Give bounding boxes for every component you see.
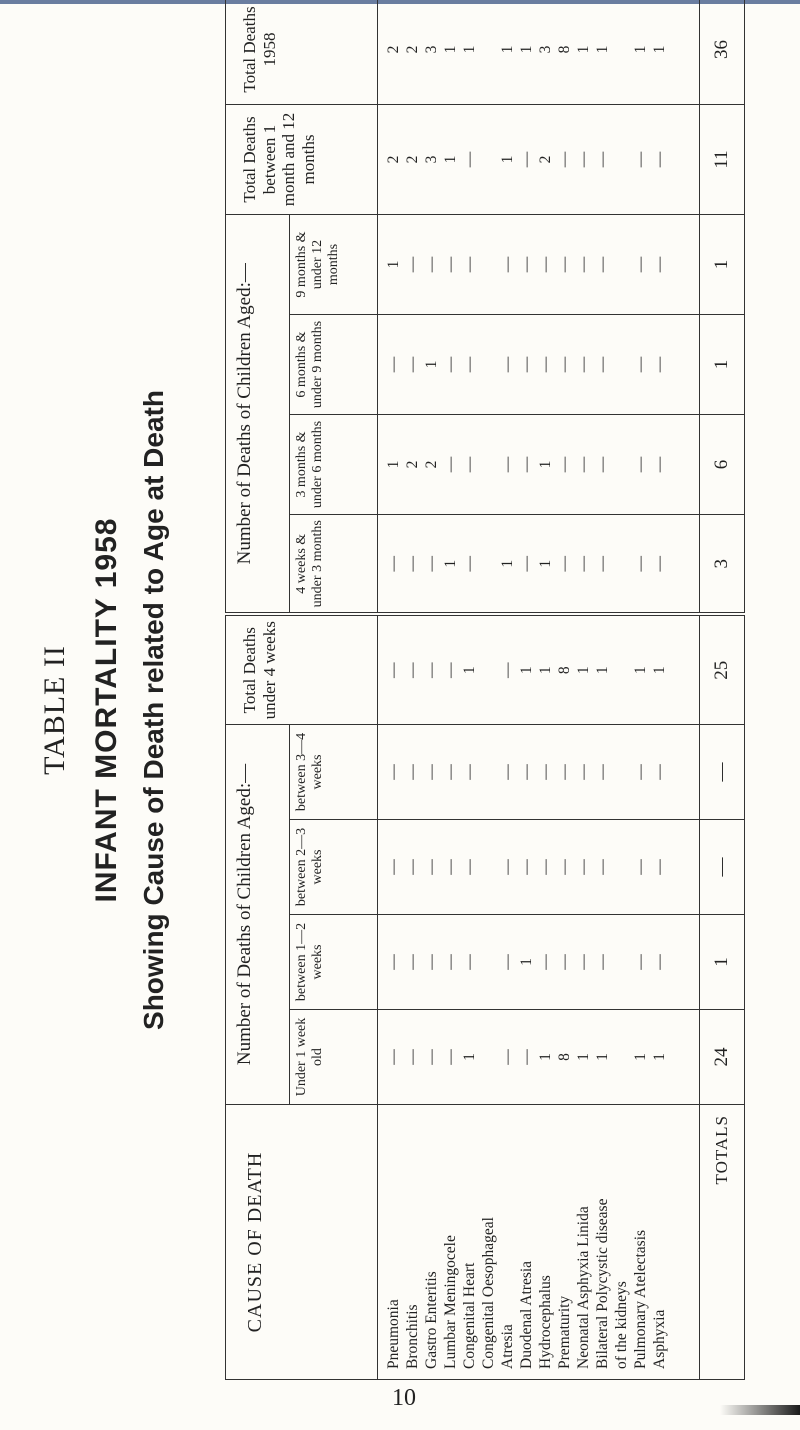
cell-value: — (385, 356, 402, 373)
cell-value: — (404, 356, 421, 373)
cell-value: — (594, 954, 611, 970)
cell-value: 1 (594, 666, 611, 675)
cause-entry: Asphyxia (651, 1309, 668, 1369)
cell-value: — (537, 356, 554, 373)
cell-value (612, 0, 631, 104)
cell-value: 1 (575, 45, 592, 54)
cell-value: — (385, 859, 402, 875)
table-subtitle: Showing Cause of Death related to Age at Death (138, 390, 169, 1030)
cell-value: 1 (632, 666, 649, 675)
cell-value: — (594, 764, 611, 780)
cell-value: — (594, 356, 611, 373)
cell-value: 3 (423, 45, 440, 54)
cell-value: — (423, 859, 440, 875)
cell-value (479, 215, 498, 314)
cell-value: 2 (404, 155, 421, 164)
cell-value: — (461, 859, 478, 875)
cell-value: — (556, 151, 573, 168)
cell-value: — (594, 556, 611, 572)
cause-entry: Bronchitis (404, 1304, 421, 1369)
cell-value: 1 (594, 1053, 611, 1061)
cell-value: — (556, 356, 573, 373)
cell-value: — (575, 764, 592, 780)
cell-value: 1 (632, 45, 649, 54)
column-4-weeks-3-months (378, 515, 700, 615)
cell-value: 2 (404, 460, 421, 469)
cell-value: — (423, 1049, 440, 1065)
cell-value: — (385, 662, 402, 678)
cell-value: — (518, 256, 535, 273)
cell-value: — (461, 954, 478, 970)
cell-value: 1 (518, 958, 535, 966)
cell-value: — (442, 859, 459, 875)
column-2-3-weeks (378, 820, 700, 915)
cell-value: — (651, 256, 668, 273)
cell-value: — (404, 556, 421, 572)
cell-value: 1 (423, 360, 440, 369)
total-under-4-weeks: 25 (700, 615, 745, 725)
cell-value: 8 (556, 1053, 573, 1061)
bottom-edge-smudge (720, 1405, 800, 1415)
cell-value: 8 (556, 45, 573, 54)
cell-value: — (461, 456, 478, 473)
cell-value: 2 (537, 155, 554, 164)
cause-entry: Congenital Oesophageal (480, 1217, 497, 1369)
cell-value: 1 (385, 260, 402, 269)
cell-value: — (537, 256, 554, 273)
cell-value: 1 (499, 559, 516, 568)
infant-mortality-table (225, 0, 745, 1380)
cell-value: 1 (518, 666, 535, 675)
cell-value: — (404, 954, 421, 970)
cell-value: — (632, 859, 649, 875)
total-4-weeks-3-months: 3 (700, 515, 745, 615)
cell-value: — (518, 1049, 535, 1065)
cell-value (479, 617, 498, 725)
cell-value (479, 820, 498, 914)
total-1-12-months: 11 (700, 105, 745, 215)
cell-value: — (423, 662, 440, 678)
cell-value: — (499, 1049, 516, 1065)
cell-value: — (385, 556, 402, 572)
cell-value: — (651, 859, 668, 875)
cell-value: — (556, 954, 573, 970)
cause-entry: Bilateral Polycystic disease (594, 1198, 611, 1369)
cell-value: 1 (442, 155, 459, 164)
cause-list (378, 1105, 700, 1380)
cell-value: — (632, 456, 649, 473)
cell-value: — (499, 662, 516, 678)
cell-value (612, 915, 631, 1009)
cell-value: — (518, 764, 535, 780)
cell-value: — (556, 764, 573, 780)
cell-value (612, 315, 631, 414)
cell-value: — (651, 764, 668, 780)
cell-value: — (404, 662, 421, 678)
cell-value: 1 (651, 666, 668, 675)
cell-value (479, 315, 498, 414)
cell-value: 2 (385, 45, 402, 54)
cell-value: — (594, 256, 611, 273)
cell-value: — (651, 456, 668, 473)
cell-value: 1 (651, 45, 668, 54)
cell-value: — (537, 859, 554, 875)
cell-value (479, 0, 498, 104)
cause-entry: Gastro Enteritis (423, 1271, 440, 1369)
cell-value (612, 105, 631, 214)
cell-value: 1 (461, 1053, 478, 1061)
column-9-12-months (378, 215, 700, 315)
cell-value: — (556, 556, 573, 572)
column-6-9-months (378, 315, 700, 415)
cell-value: 1 (537, 460, 554, 469)
header-total-1958: Total Deaths 1958 (226, 0, 378, 105)
cause-entry: Pulmonary Atelectasis (632, 1229, 649, 1369)
cell-value: 1 (594, 45, 611, 54)
cause-entry: Duodenal Atresia (518, 1260, 535, 1369)
cause-entry: Neonatal Asphyxia Linida (575, 1206, 592, 1369)
header-2-3-weeks: between 2—3 weeks (290, 820, 378, 915)
table-title: INFANT MORTALITY 1958 (90, 517, 123, 903)
cell-value: 1 (499, 45, 516, 54)
cell-value: — (442, 456, 459, 473)
cell-value: 2 (423, 460, 440, 469)
cell-value: — (404, 256, 421, 273)
cell-value: 3 (423, 155, 440, 164)
cell-value (479, 415, 498, 514)
cell-value (479, 915, 498, 1009)
total-3-6-months: 6 (700, 415, 745, 515)
cell-value: — (442, 356, 459, 373)
cell-value: — (556, 456, 573, 473)
cell-value: — (442, 662, 459, 678)
cell-value: — (499, 859, 516, 875)
cell-value: — (499, 456, 516, 473)
cell-value: — (575, 151, 592, 168)
cell-value: 1 (461, 45, 478, 54)
cell-value: — (404, 859, 421, 875)
cell-value: — (461, 151, 478, 168)
column-under-1-week (378, 1010, 700, 1105)
cell-value (612, 617, 631, 725)
cell-value: — (499, 356, 516, 373)
cell-value: — (632, 556, 649, 572)
header-3-4-weeks: between 3—4 weeks (290, 725, 378, 820)
cell-value: — (442, 764, 459, 780)
cell-value: — (461, 764, 478, 780)
column-total-1958 (378, 0, 700, 105)
cell-value: 1 (385, 460, 402, 469)
total-3-4-weeks: — (700, 725, 745, 820)
header-under-1-week: Under 1 week old (290, 1010, 378, 1105)
cell-value: — (651, 556, 668, 572)
cell-value: 1 (442, 559, 459, 568)
cause-entry: Atresia (499, 1324, 516, 1369)
cell-value: — (518, 859, 535, 875)
cause-entry: Pneumonia (385, 1299, 402, 1369)
cell-value: — (404, 764, 421, 780)
header-3-6-months: 3 months & under 6 months (290, 415, 378, 515)
header-total-1-12-months: Total Deaths between 1 month and 12 months (226, 105, 378, 215)
cell-value: — (632, 151, 649, 168)
cell-value: — (442, 954, 459, 970)
cell-value: — (537, 764, 554, 780)
column-3-4-weeks (378, 725, 700, 820)
cell-value: — (423, 954, 440, 970)
cell-value: — (632, 356, 649, 373)
header-1-2-weeks: between 1—2 weeks (290, 915, 378, 1010)
column-total-under-4-weeks (378, 615, 700, 725)
cell-value: 1 (651, 1053, 668, 1061)
cell-value: — (594, 151, 611, 168)
cell-value: — (404, 1049, 421, 1065)
cell-value (479, 515, 498, 613)
cell-value: — (556, 256, 573, 273)
cell-value: 1 (575, 1053, 592, 1061)
header-group-1-12-months: Number of Deaths of Children Aged:— (226, 215, 290, 615)
cell-value: — (423, 764, 440, 780)
cell-value: — (632, 954, 649, 970)
cell-value: 1 (632, 1053, 649, 1061)
page-number: 10 (392, 1385, 416, 1411)
cell-value: — (518, 556, 535, 572)
totals-label: TOTALS (700, 1105, 745, 1380)
table-label: TABLE II (38, 645, 71, 775)
cause-entry: Lumbar Meningocele (442, 1235, 459, 1369)
cell-value: 1 (442, 45, 459, 54)
header-9-12-months: 9 months & under 12 months (290, 215, 378, 315)
cell-value (612, 515, 631, 613)
column-total-1-12-months (378, 105, 700, 215)
header-4-weeks-3-months: 4 weeks & under 3 months (290, 515, 378, 615)
cell-value: — (575, 859, 592, 875)
cell-value: — (575, 954, 592, 970)
cell-value: — (518, 456, 535, 473)
cell-value: — (423, 256, 440, 273)
cell-value: — (499, 256, 516, 273)
cell-value (612, 415, 631, 514)
cell-value: — (461, 556, 478, 572)
cell-value: — (442, 1049, 459, 1065)
cell-value: — (594, 859, 611, 875)
header-cause-of-death: CAUSE OF DEATH (226, 1105, 378, 1380)
cell-value: — (651, 151, 668, 168)
cell-value: — (632, 764, 649, 780)
cell-value: 3 (537, 45, 554, 54)
header-6-9-months: 6 months & under 9 months (290, 315, 378, 415)
cell-value: — (385, 764, 402, 780)
cell-value: 1 (518, 45, 535, 54)
cell-value (479, 725, 498, 819)
column-3-6-months (378, 415, 700, 515)
cell-value: 8 (556, 666, 573, 675)
cause-entry: Congenital Heart (461, 1262, 478, 1369)
rotated-table-page (20, 6, 780, 1380)
cell-value: 1 (537, 559, 554, 568)
total-under-1-week: 24 (700, 1010, 745, 1105)
cell-value: — (461, 256, 478, 273)
cell-value: — (632, 256, 649, 273)
cell-value: — (575, 556, 592, 572)
header-group-under-4-weeks: Number of Deaths of Children Aged:— (226, 725, 290, 1105)
cell-value: — (575, 456, 592, 473)
cell-value (479, 105, 498, 214)
cell-value: — (385, 1049, 402, 1065)
cell-value: — (556, 859, 573, 875)
cause-entry: Prematurity (556, 1295, 573, 1369)
total-1-2-weeks: 1 (700, 915, 745, 1010)
cell-value: — (651, 954, 668, 970)
cell-value: 1 (537, 666, 554, 675)
cell-value: — (385, 954, 402, 970)
cell-value: 1 (575, 666, 592, 675)
cell-value: — (537, 954, 554, 970)
cell-value: — (442, 256, 459, 273)
cell-value: — (575, 256, 592, 273)
cell-value: — (518, 356, 535, 373)
cell-value: 1 (537, 1053, 554, 1061)
cell-value (612, 725, 631, 819)
cell-value: — (461, 356, 478, 373)
cell-value (612, 1010, 631, 1104)
cause-entry: Hydrocephalus (537, 1275, 554, 1369)
column-1-2-weeks (378, 915, 700, 1010)
cell-value: — (575, 356, 592, 373)
cell-value: — (518, 151, 535, 168)
cell-value (612, 820, 631, 914)
total-1958: 36 (700, 0, 745, 105)
table-headings (20, 40, 210, 1380)
cause-entry: of the kidneys (613, 1281, 630, 1369)
cell-value: — (594, 456, 611, 473)
cell-value: — (499, 954, 516, 970)
cell-value: 1 (499, 155, 516, 164)
total-9-12-months: 1 (700, 215, 745, 315)
cell-value: 1 (461, 666, 478, 675)
cell-value (479, 1010, 498, 1104)
total-2-3-weeks: — (700, 820, 745, 915)
cell-value: — (499, 764, 516, 780)
total-6-9-months: 1 (700, 315, 745, 415)
cell-value: 2 (385, 155, 402, 164)
cell-value (612, 215, 631, 314)
cell-value: — (423, 556, 440, 572)
header-total-under-4-weeks: Total Deaths under 4 weeks (226, 615, 378, 725)
cell-value: — (651, 356, 668, 373)
cell-value: 2 (404, 45, 421, 54)
